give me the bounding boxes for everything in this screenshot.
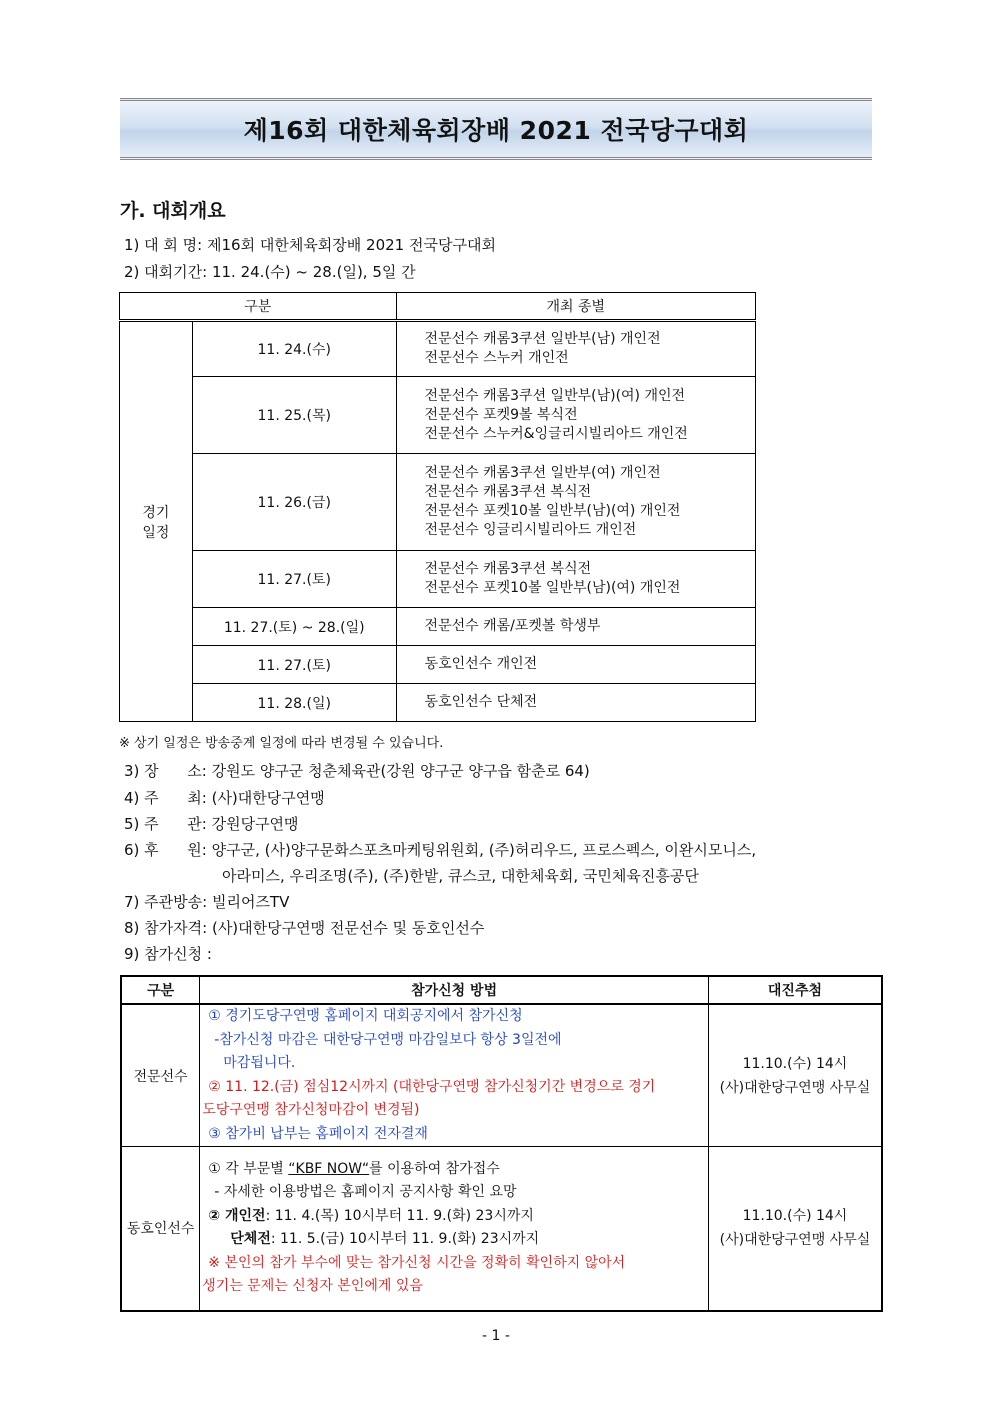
method-text: : 11. 5.(금) 10시부터 11. 9.(화) 23시까지 <box>270 1231 540 1248</box>
event-item: 전문선수 캐롬3쿠션 일반부(남)(여) 개인전 <box>424 387 686 404</box>
event-item: 전문선수 캐롬3쿠션 일반부(여) 개인전 <box>424 465 661 481</box>
method-line: ② 11. 12.(금) 점심12시까지 (대한당구연맹 참가신청기간 변경으로 경기 <box>208 1078 656 1095</box>
group-label: 경기 <box>142 504 170 521</box>
info-line-registration <box>124 943 212 964</box>
category-cell: 전문선수 <box>121 1004 200 1147</box>
category-cell: 동호인선수 <box>121 1147 200 1311</box>
header-events: 개최 종별 <box>396 293 755 321</box>
method-label: ② 개인전 <box>208 1207 266 1224</box>
info-line-name <box>124 234 496 255</box>
method-label: 단체전 <box>230 1231 271 1248</box>
date-cell: 11. 27.(토) <box>192 646 396 684</box>
kbf-now-link[interactable]: “KBF NOW“ <box>288 1160 370 1177</box>
draw-place: (사)대한당구연맹 사무실 <box>719 1232 871 1249</box>
info-line-sponsors-cont <box>222 865 699 886</box>
date-cell: 11. 27.(토) ~ 28.(일) <box>192 608 396 646</box>
event-item: 동호인선수 개인전 <box>424 656 538 672</box>
info-value: (사)대한당구연맹 <box>211 789 325 807</box>
info-label: 9) 참가신청 : <box>124 945 212 963</box>
method-cell <box>200 1147 709 1311</box>
warning-line: 생기는 문제는 신청자 본인에게 있음 <box>202 1278 423 1295</box>
info-label: 3) 장 소: <box>124 762 207 780</box>
draw-date: 11.10.(수) 14시 <box>742 1208 848 1225</box>
info-line-venue <box>124 760 590 781</box>
group-cell <box>120 321 193 722</box>
method-text: ① 각 부문별 <box>208 1160 289 1177</box>
method-text: : 11. 4.(목) 10시부터 11. 9.(화) 23시까지 <box>265 1207 534 1224</box>
registration-table <box>120 975 883 1312</box>
method-line: 마감됩니다. <box>223 1055 296 1071</box>
info-label: 5) 주 관: <box>124 815 207 833</box>
header-method: 참가신청 방법 <box>200 976 709 1004</box>
method-line: ③ 참가비 납부는 홈페이지 전자결재 <box>208 1125 428 1142</box>
info-label: 2) 대회기간: <box>124 263 208 281</box>
info-line-sponsors <box>124 839 756 860</box>
info-line-organizer <box>124 813 299 834</box>
events-cell <box>396 377 755 454</box>
table-row <box>120 454 756 551</box>
info-line-eligibility <box>124 917 484 938</box>
method-line <box>200 1158 708 1182</box>
events-cell <box>396 321 755 377</box>
info-line-broadcast <box>124 891 289 912</box>
draw-cell <box>708 1004 882 1147</box>
table-row <box>121 1004 882 1147</box>
schedule-table <box>119 292 756 722</box>
event-item: 전문선수 캐롬3쿠션 일반부(남) 개인전 <box>424 331 661 347</box>
method-line: -참가신청 마감은 대한당구연맹 마감일보다 항상 3일전에 <box>214 1031 562 1048</box>
date-cell: 11. 28.(일) <box>192 684 396 722</box>
info-label: 8) 참가자격: <box>124 919 208 937</box>
method-cell <box>200 1004 709 1147</box>
page-number: - 1 - <box>482 1328 510 1344</box>
info-value: 아라미스, 우리조명(주), (주)한밭, 큐스코, 대한체육회, 국민체육진흥공단 <box>222 867 699 885</box>
event-item: 전문선수 포켓9볼 복식전 <box>424 406 578 423</box>
header-category: 구분 <box>121 976 200 1004</box>
table-row <box>121 1147 882 1311</box>
title-banner <box>120 98 872 160</box>
event-item: 전문선수 캐롬3쿠션 복식전 <box>424 484 592 500</box>
info-line-host <box>124 787 325 808</box>
info-value: 빌리어즈TV <box>211 893 290 911</box>
method-text: 를 이용하여 참가접수 <box>369 1160 500 1177</box>
date-cell: 11. 25.(목) <box>192 377 396 454</box>
info-value: 11. 24.(수) ~ 28.(일), 5일 간 <box>211 263 416 281</box>
info-label: 6) 후 원: <box>124 841 207 859</box>
event-item: 전문선수 캐롬3쿠션 복식전 <box>424 561 592 577</box>
events-cell <box>396 551 755 608</box>
method-line: - 자세한 이용방법은 홈페이지 공지사항 확인 요망 <box>214 1184 517 1201</box>
info-value: 제16회 대한체육회장배 2021 전국당구대회 <box>207 236 496 254</box>
info-label: 1) 대 회 명: <box>124 236 203 254</box>
table-row <box>120 684 756 722</box>
draw-cell <box>708 1147 882 1311</box>
events-cell <box>396 646 755 684</box>
events-cell <box>396 454 755 551</box>
table-row <box>120 608 756 646</box>
info-label: 4) 주 최: <box>124 789 207 807</box>
draw-place: (사)대한당구연맹 사무실 <box>719 1079 871 1096</box>
table-row <box>120 646 756 684</box>
table-row <box>120 377 756 454</box>
event-item: 전문선수 잉글리시빌리아드 개인전 <box>424 522 637 538</box>
info-value: 양구군, (사)양구문화스포츠마케팅위원회, (주)허리우드, 프로스펙스, 이완시모니스, <box>211 841 757 859</box>
header-draw: 대진추첨 <box>708 976 882 1004</box>
event-item: 동호인선수 단체전 <box>424 694 538 710</box>
event-item: 전문선수 스누커&잉글리시빌리아드 개인전 <box>424 425 688 442</box>
events-cell <box>396 608 755 646</box>
info-value: 강원당구연맹 <box>211 815 299 833</box>
document-title: 제16회 대한체육회장배 2021 전국당구대회 <box>243 116 749 145</box>
info-value: 강원도 양구군 청춘체육관(강원 양구군 양구읍 함춘로 64) <box>211 762 590 780</box>
info-line-period <box>124 261 416 282</box>
event-item: 전문선수 캐롬/포켓볼 학생부 <box>424 618 601 634</box>
warning-line: ※ 본인의 참가 부수에 맞는 참가신청 시간을 정확히 확인하지 않아서 <box>208 1254 626 1271</box>
event-item: 전문선수 포켓10볼 일반부(남)(여) 개인전 <box>424 503 681 519</box>
info-label: 7) 주관방송: <box>124 893 208 911</box>
method-line <box>200 1228 708 1252</box>
method-line: ① 경기도당구연맹 홈페이지 대회공지에서 참가신청 <box>208 1008 523 1024</box>
date-cell: 11. 27.(토) <box>192 551 396 608</box>
date-cell: 11. 26.(금) <box>192 454 396 551</box>
draw-date: 11.10.(수) 14시 <box>742 1055 848 1072</box>
event-item: 전문선수 포켓10볼 일반부(남)(여) 개인전 <box>424 580 681 596</box>
method-line <box>200 1205 708 1229</box>
table-row <box>120 321 756 377</box>
header-category: 구분 <box>120 293 397 321</box>
events-cell <box>396 684 755 722</box>
table-header-row <box>121 976 882 1004</box>
section-heading: 가. 대회개요 <box>120 200 226 222</box>
event-item: 전문선수 스누커 개인전 <box>424 350 569 366</box>
table-header-row <box>120 293 756 321</box>
schedule-note: ※ 상기 일정은 방송중계 일정에 따라 변경될 수 있습니다. <box>119 736 444 751</box>
table-row <box>120 551 756 608</box>
group-label: 일정 <box>142 524 170 541</box>
info-value: (사)대한당구연맹 전문선수 및 동호인선수 <box>211 919 485 937</box>
method-line: 도당구연맹 참가신청마감이 변경됨) <box>202 1102 420 1118</box>
date-cell: 11. 24.(수) <box>192 321 396 377</box>
